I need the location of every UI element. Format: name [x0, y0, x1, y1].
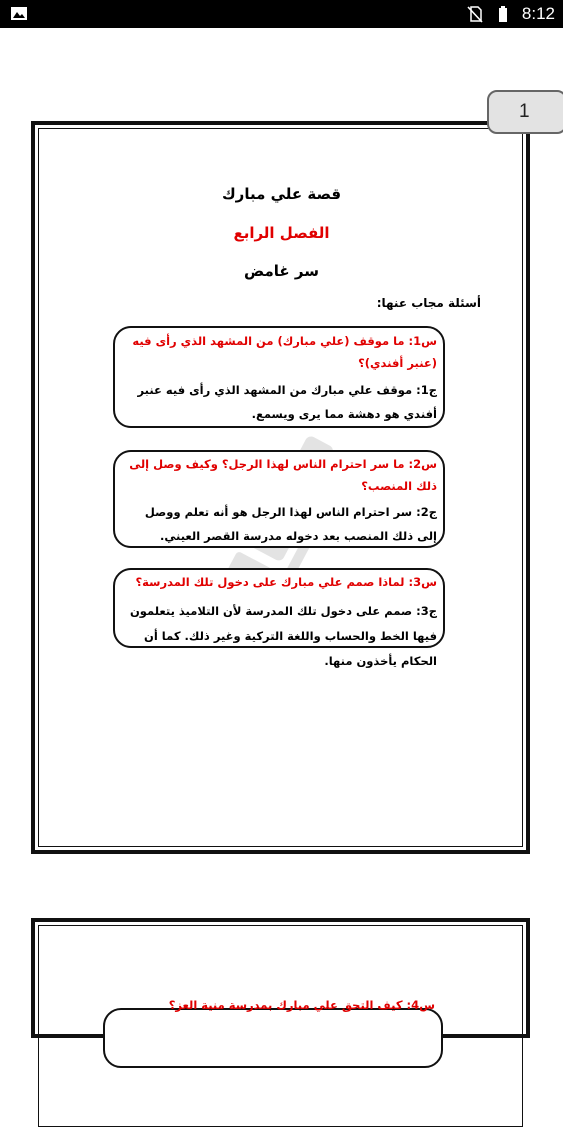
story-title: قصة علي مبارك [221, 185, 342, 203]
answer-text: ج2: سر احترام الناس لهذا الرجل هو أنه تعلم ووصل إلى ذلك المنصب بعد دخوله مدرسة القصر العيني. [144, 505, 437, 543]
qa-box [113, 450, 445, 548]
image-icon [10, 6, 28, 21]
qa-box [113, 568, 445, 668]
question-text: س3: لماذا صمم علي مبارك على دخول تلك المدرسة؟ [135, 575, 437, 589]
question-text: س2: ما سر احترام الناس لهذا الرجل؟ وكيف وصل إلى ذلك المنصب؟ [129, 457, 437, 493]
chapter-title: الفصل الرابع [233, 224, 330, 242]
answer-text: ج1: موقف علي مبارك من المشهد الذي رأى فيه عنبر أفندي هو دهشة مما يرى ويسمع. [137, 383, 437, 421]
page-number-indicator[interactable] [487, 90, 563, 134]
page-number: 1 [519, 101, 530, 122]
question-text: س1: ما موقف (علي مبارك) من المشهد الذي رأى فيه (عنبر أفندي)؟ [132, 334, 437, 370]
question-text: س4: كيف التحق علي مبارك بمدرسة منية العز؟ [168, 998, 435, 1012]
no-sim-icon [466, 5, 484, 23]
clock: 8:12 [521, 4, 555, 23]
section-heading: أسئلة مجاب عنها: [376, 296, 481, 310]
chapter-subtitle: سر غامض [244, 262, 319, 280]
status-bar [0, 0, 563, 28]
answer-text: ج3: صمم على دخول تلك المدرسة لأن التلاميذ يتعلمون فيها الخط والحساب واللغة التركية وغير ذلك. كما أن الحكام يأخذون منها. [129, 604, 437, 668]
qa-box [113, 326, 445, 428]
qa-box-partial [103, 998, 443, 1068]
battery-icon [494, 5, 512, 23]
